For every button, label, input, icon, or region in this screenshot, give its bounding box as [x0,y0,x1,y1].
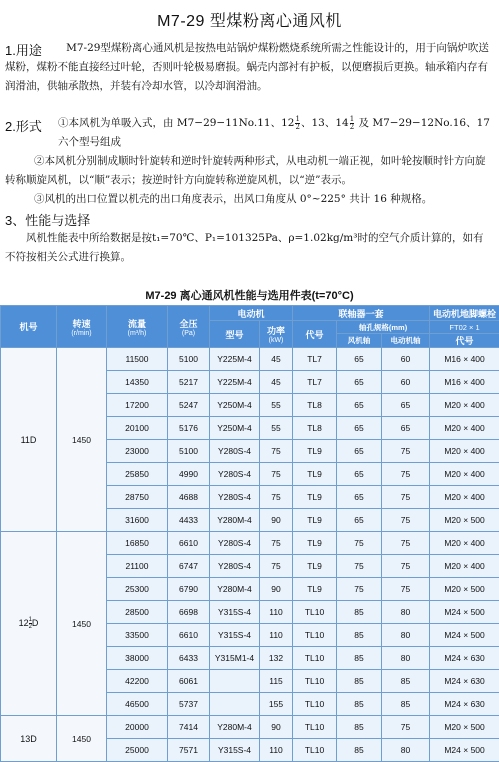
pressure-cell: 7571 [168,739,210,762]
pressure-cell: 6610 [168,624,210,647]
flow-cell: 23000 [107,440,168,463]
coupling-code-cell: TL9 [293,463,337,486]
coupling-code-cell: TL7 [293,348,337,371]
bolt-code-cell: M20 × 400 [430,463,499,486]
motor-type-cell: Y250M-4 [210,394,260,417]
motor-type-cell: Y280M-4 [210,716,260,739]
flow-cell: 25850 [107,463,168,486]
coupling-code-cell: TL10 [293,647,337,670]
flow-cell: 46500 [107,693,168,716]
motor-type-cell: Y315S-4 [210,624,260,647]
bolt-code-cell: M20 × 400 [430,532,499,555]
motor-shaft-cell: 60 [382,371,430,394]
motor-type-cell: Y315S-4 [210,601,260,624]
motor-shaft-cell: 75 [382,486,430,509]
header-pressure-label: 全压 [168,317,209,330]
pressure-cell: 6747 [168,555,210,578]
section-form-p2: ②本风机分别制成顺时针旋转和逆时针旋转两种形式，从电动机一端正视，如叶轮按顺时针方向旋转称顺旋风机，以“顺”表示；按逆时针方向旋转称逆旋风机，以“逆”表示。 [5,152,493,190]
motor-power-cell: 90 [260,509,293,532]
coupling-code-cell: TL9 [293,509,337,532]
fan-shaft-cell: 75 [337,578,382,601]
bolt-code-cell: M16 × 400 [430,348,499,371]
bolt-code-cell: M16 × 400 [430,371,499,394]
header-bolt-sub: FT02 × 1 [430,321,499,334]
model-fraction-numerator: 1 [29,617,32,624]
section-use-body: M7-29型煤粉离心通风机是按热电站锅炉煤粉燃烧系统所需之性能设计的，用于向锅炉吹送煤粉，煤粉不能直接经过叶轮，否则叶轮极易磨损。蜗壳内部衬有护板，以便磨损后更换。轴承箱内存有润滑油，供轴承散热，并装有冷却水管，以冷却润滑油。 [5,42,489,92]
fraction-numerator: 1 [295,116,299,124]
fraction-denominator: 2 [295,124,299,131]
motor-power-cell: 115 [260,670,293,693]
header-coupling-code: 代号 [293,321,337,348]
fan-shaft-cell: 85 [337,624,382,647]
motor-power-cell: 75 [260,440,293,463]
flow-cell: 38000 [107,647,168,670]
coupling-code-cell: TL7 [293,371,337,394]
motor-power-cell: 45 [260,348,293,371]
motor-shaft-cell: 65 [382,417,430,440]
motor-power-cell: 75 [260,532,293,555]
motor-type-cell: Y250M-4 [210,417,260,440]
flow-cell: 28500 [107,601,168,624]
fan-shaft-cell: 65 [337,371,382,394]
bolt-code-cell: M20 × 400 [430,440,499,463]
pressure-cell: 6061 [168,670,210,693]
header-motor-shaft: 电动机轴 [382,334,430,348]
flow-cell: 16850 [107,532,168,555]
form-p1-part-c: 及 M7−29−12No.16、17 六个型号组成 [58,117,490,148]
motor-shaft-cell: 75 [382,578,430,601]
motor-shaft-cell: 75 [382,509,430,532]
motor-shaft-cell: 75 [382,463,430,486]
pressure-cell: 5100 [168,348,210,371]
header-speed-unit: (r/min) [57,330,106,337]
coupling-code-cell: TL9 [293,486,337,509]
motor-power-cell: 110 [260,624,293,647]
section-performance-heading: 3、性能与选择 [5,210,90,229]
table-row [1,532,499,555]
section-form-p3: ③风机的出口位置以机壳的出口角度表示，出风口角度从 0°~225° 共计 16 种规格。 [34,190,494,209]
header-bore: 轴孔规格(mm) [337,321,430,334]
header-flow-label: 流量 [107,317,167,330]
header-model-no: 机号 [1,306,57,348]
motor-type-cell: Y280S-4 [210,486,260,509]
motor-power-cell: 90 [260,578,293,601]
header-pressure [168,306,210,348]
model-fraction-denominator: 2 [29,624,32,630]
bolt-code-cell: M20 × 500 [430,509,499,532]
coupling-code-cell: TL10 [293,670,337,693]
model-cell: 11D [1,348,57,532]
motor-type-cell [210,693,260,716]
header-speed [57,306,107,348]
coupling-code-cell: TL9 [293,578,337,601]
header-bolt-code: 代号 [430,334,499,348]
flow-cell: 33500 [107,624,168,647]
motor-shaft-cell: 80 [382,739,430,762]
flow-cell: 14350 [107,371,168,394]
section-form-p1 [58,114,494,152]
header-motor-power [260,321,293,348]
pressure-cell: 5737 [168,693,210,716]
coupling-code-cell: TL8 [293,394,337,417]
header-speed-label: 转速 [57,317,106,330]
pressure-cell: 5217 [168,371,210,394]
bolt-code-cell: M24 × 500 [430,601,499,624]
motor-type-cell: Y225M-4 [210,348,260,371]
motor-shaft-cell: 65 [382,394,430,417]
fan-shaft-cell: 85 [337,670,382,693]
coupling-code-cell: TL9 [293,440,337,463]
performance-table [0,305,499,762]
coupling-code-cell: TL10 [293,601,337,624]
speed-cell: 1450 [57,348,107,532]
section-use-heading: 1.用途 [5,40,42,59]
coupling-code-cell: TL9 [293,555,337,578]
motor-type-cell: Y280S-4 [210,440,260,463]
flow-cell: 25000 [107,739,168,762]
header-motor-power-unit: (kW) [260,337,292,344]
motor-type-cell: Y280S-4 [210,463,260,486]
page-title: M7-29 型煤粉离心通风机 [0,8,499,31]
header-motor-power-label: 功率 [260,324,292,337]
coupling-code-cell: TL10 [293,624,337,647]
motor-type-cell: Y315S-4 [210,739,260,762]
motor-power-cell: 155 [260,693,293,716]
bolt-code-cell: M24 × 630 [430,670,499,693]
motor-type-cell [210,670,260,693]
pressure-cell: 5247 [168,394,210,417]
motor-shaft-cell: 75 [382,716,430,739]
motor-power-cell: 110 [260,739,293,762]
bolt-code-cell: M24 × 500 [430,624,499,647]
bolt-code-cell: M24 × 630 [430,693,499,716]
section-form-heading: 2.形式 [5,116,42,135]
pressure-cell: 4433 [168,509,210,532]
coupling-code-cell: TL9 [293,532,337,555]
pressure-cell: 6698 [168,601,210,624]
bolt-code-cell: M24 × 630 [430,647,499,670]
speed-cell: 1450 [57,532,107,716]
motor-shaft-cell: 75 [382,555,430,578]
fan-shaft-cell: 85 [337,601,382,624]
fan-shaft-cell: 85 [337,647,382,670]
pressure-cell: 5100 [168,440,210,463]
motor-power-cell: 75 [260,463,293,486]
pressure-cell: 4688 [168,486,210,509]
motor-shaft-cell: 60 [382,348,430,371]
flow-cell: 21100 [107,555,168,578]
model-cell: 13D [1,716,57,762]
header-flow-unit: (m³/h) [107,330,167,337]
motor-power-cell: 55 [260,394,293,417]
table-title: M7-29 离心通风机性能与选用件表(t=70°C) [0,287,499,303]
fan-shaft-cell: 65 [337,440,382,463]
header-coupling: 联轴器一套 [293,306,430,321]
coupling-code-cell: TL10 [293,693,337,716]
bolt-code-cell: M24 × 500 [430,739,499,762]
flow-cell: 20000 [107,716,168,739]
flow-cell: 11500 [107,348,168,371]
motor-shaft-cell: 80 [382,647,430,670]
model-cell [1,532,57,716]
coupling-code-cell: TL10 [293,716,337,739]
fan-shaft-cell: 85 [337,693,382,716]
header-fan-shaft: 风机轴 [337,334,382,348]
motor-shaft-cell: 75 [382,532,430,555]
motor-type-cell: Y315M1-4 [210,647,260,670]
fan-shaft-cell: 85 [337,739,382,762]
bolt-code-cell: M20 × 400 [430,486,499,509]
fraction-numerator: 1 [350,116,354,124]
motor-power-cell: 132 [260,647,293,670]
model-whole: 12 [19,618,29,628]
fan-shaft-cell: 65 [337,509,382,532]
motor-shaft-cell: 80 [382,624,430,647]
motor-shaft-cell: 85 [382,693,430,716]
motor-shaft-cell: 85 [382,670,430,693]
fraction-denominator: 2 [350,124,354,131]
bolt-code-cell: M20 × 400 [430,417,499,440]
fraction [295,116,299,131]
fan-shaft-cell: 65 [337,394,382,417]
coupling-code-cell: TL10 [293,739,337,762]
fan-shaft-cell: 65 [337,417,382,440]
fan-shaft-cell: 65 [337,463,382,486]
pressure-cell: 6433 [168,647,210,670]
motor-type-cell: Y280S-4 [210,555,260,578]
bolt-code-cell: M20 × 400 [430,555,499,578]
motor-type-cell: Y280M-4 [210,509,260,532]
motor-power-cell: 90 [260,716,293,739]
fan-shaft-cell: 75 [337,532,382,555]
fan-shaft-cell: 65 [337,486,382,509]
pressure-cell: 6790 [168,578,210,601]
coupling-code-cell: TL8 [293,417,337,440]
bolt-code-cell: M20 × 500 [430,716,499,739]
flow-cell: 28750 [107,486,168,509]
flow-cell: 25300 [107,578,168,601]
motor-power-cell: 75 [260,486,293,509]
motor-power-cell: 75 [260,555,293,578]
motor-power-cell: 55 [260,417,293,440]
motor-type-cell: Y280M-4 [210,578,260,601]
motor-type-cell: Y280S-4 [210,532,260,555]
fan-shaft-cell: 65 [337,348,382,371]
table-row [1,716,499,739]
fan-shaft-cell: 75 [337,555,382,578]
pressure-cell: 4990 [168,463,210,486]
header-motor-type: 型号 [210,321,260,348]
flow-cell: 17200 [107,394,168,417]
header-flow [107,306,168,348]
form-p1-part-b: 、13、14 [301,117,349,129]
flow-cell: 42200 [107,670,168,693]
pressure-cell: 6610 [168,532,210,555]
motor-type-cell: Y225M-4 [210,371,260,394]
section-performance-text: 风机性能表中所给数据是按t₁=70℃、P₁=101325Pa、ρ=1.02kg/m³时的空气介质计算的，如有不符按相关公式进行换算。 [5,229,493,267]
bolt-code-cell: M20 × 500 [430,578,499,601]
motor-shaft-cell: 75 [382,440,430,463]
flow-cell: 20100 [107,417,168,440]
section-use-text [5,39,493,96]
form-p1-part-a: ①本风机为单吸入式，由 M7−29−11No.11、12 [58,117,294,129]
speed-cell: 1450 [57,716,107,762]
motor-power-cell: 110 [260,601,293,624]
fraction [350,116,354,131]
motor-shaft-cell: 80 [382,601,430,624]
header-bolt: 电动机地脚螺栓 [430,306,499,321]
pressure-cell: 7414 [168,716,210,739]
flow-cell: 31600 [107,509,168,532]
table-row [1,348,499,371]
motor-power-cell: 45 [260,371,293,394]
bolt-code-cell: M20 × 400 [430,394,499,417]
header-motor: 电动机 [210,306,293,321]
header-pressure-unit: (Pa) [168,330,209,337]
fan-shaft-cell: 85 [337,716,382,739]
pressure-cell: 5176 [168,417,210,440]
model-suffix: D [32,618,39,628]
